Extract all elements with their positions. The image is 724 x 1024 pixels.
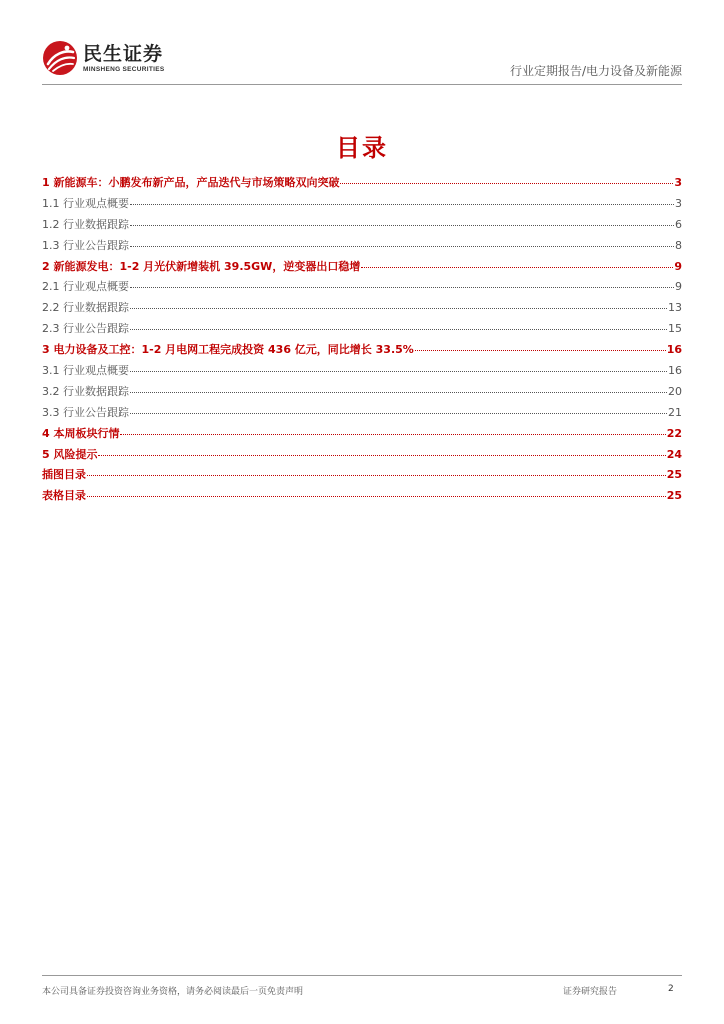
minsheng-logo-icon [42, 40, 78, 76]
toc-entry-page: 13 [668, 301, 682, 315]
page-number: 2 [668, 984, 674, 994]
toc-entry[interactable] [42, 320, 682, 341]
toc-dot-leader [87, 488, 666, 499]
toc-entry[interactable] [42, 487, 682, 508]
toc-dot-leader [130, 363, 667, 374]
toc-entry-title: 1 新能源车：小鹏发布新产品，产品迭代与市场策略双向突破 [42, 176, 340, 189]
report-type: 行业定期报告/电力设备及新能源 [509, 64, 682, 78]
toc-entry[interactable] [42, 425, 682, 446]
toc-entry-title: 插图目录 [42, 468, 86, 482]
logo-english-name: MINSHENG SECURITIES [83, 65, 165, 73]
toc-entry-page: 8 [675, 238, 682, 252]
toc-entry-page: 9 [675, 280, 682, 294]
toc-entry-title: 1.3 行业公告跟踪 [42, 238, 129, 252]
toc-entry-title: 2 新能源发电：1-2 月光伏新增装机 39.5GW，逆变器出口稳增 [42, 259, 361, 273]
logo-chinese-name: 民生证券 [83, 42, 164, 65]
toc-dot-leader [130, 279, 674, 290]
toc-entry[interactable] [42, 383, 682, 404]
toc-entry-page: 22 [666, 426, 682, 440]
toc-entry[interactable] [42, 174, 682, 195]
toc-entry-page: 16 [668, 364, 682, 378]
company-logo [42, 40, 165, 76]
toc-entry-page: 21 [668, 405, 682, 419]
toc-entry-title: 3.3 行业公告跟踪 [42, 405, 129, 419]
toc-entry-title: 2.1 行业观点概要 [42, 280, 129, 294]
toc-entry-page: 16 [666, 343, 682, 357]
table-of-contents [42, 174, 682, 508]
toc-entry-title: 3.2 行业数据跟踪 [42, 384, 129, 398]
toc-entry[interactable] [42, 341, 682, 362]
toc-entry-page: 20 [668, 384, 682, 398]
toc-entry[interactable] [42, 466, 682, 487]
toc-dot-leader [130, 300, 667, 311]
toc-entry[interactable] [42, 195, 682, 216]
header-divider [42, 84, 682, 85]
page-title: 目录 [336, 134, 388, 162]
toc-entry[interactable] [42, 216, 682, 237]
toc-entry-title: 2.3 行业公告跟踪 [42, 322, 129, 336]
toc-dot-leader [120, 426, 665, 437]
footer-doc-type: 证券研究报告 [563, 987, 618, 997]
toc-entry-title: 表格目录 [42, 489, 86, 503]
toc-entry-title: 1.2 行业数据跟踪 [42, 217, 129, 231]
toc-entry[interactable] [42, 299, 682, 320]
toc-entry-page: 15 [668, 322, 682, 336]
toc-dot-leader [87, 467, 666, 478]
toc-entry[interactable] [42, 446, 682, 467]
toc-entry[interactable] [42, 258, 682, 279]
toc-entry[interactable] [42, 278, 682, 299]
footer-disclaimer: 本公司具备证券投资咨询业务资格，请务必阅读最后一页免责声明 [42, 987, 304, 997]
toc-entry[interactable] [42, 237, 682, 258]
toc-dot-leader [361, 259, 673, 270]
toc-entry-page: 25 [666, 468, 682, 482]
toc-entry-title: 3 电力设备及工控：1-2 月电网工程完成投资 436 亿元，同比增长 33.5% [42, 343, 414, 357]
toc-dot-leader [130, 405, 667, 416]
toc-entry-title: 2.2 行业数据跟踪 [42, 301, 129, 315]
toc-entry[interactable] [42, 362, 682, 383]
toc-dot-leader [340, 175, 673, 186]
toc-dot-leader [130, 384, 667, 395]
footer-divider [42, 975, 682, 976]
toc-dot-leader [130, 217, 674, 228]
toc-entry-page: 6 [675, 217, 682, 231]
page-header [42, 40, 682, 84]
toc-dot-leader [98, 447, 665, 458]
toc-entry-page: 3 [675, 196, 682, 210]
toc-entry-title: 1.1 行业观点概要 [42, 196, 129, 210]
toc-entry[interactable] [42, 404, 682, 425]
toc-entry-title: 3.1 行业观点概要 [42, 364, 129, 378]
toc-entry-title: 4 本周板块行情 [42, 426, 120, 440]
toc-dot-leader [130, 321, 667, 332]
toc-entry-page: 9 [674, 259, 682, 273]
toc-dot-leader [130, 238, 674, 249]
toc-entry-page: 3 [674, 176, 682, 189]
toc-entry-page: 25 [666, 489, 682, 503]
toc-entry-title: 5 风险提示 [42, 447, 98, 461]
toc-dot-leader [415, 342, 666, 353]
toc-entry-page: 24 [666, 447, 682, 461]
toc-dot-leader [130, 196, 674, 207]
